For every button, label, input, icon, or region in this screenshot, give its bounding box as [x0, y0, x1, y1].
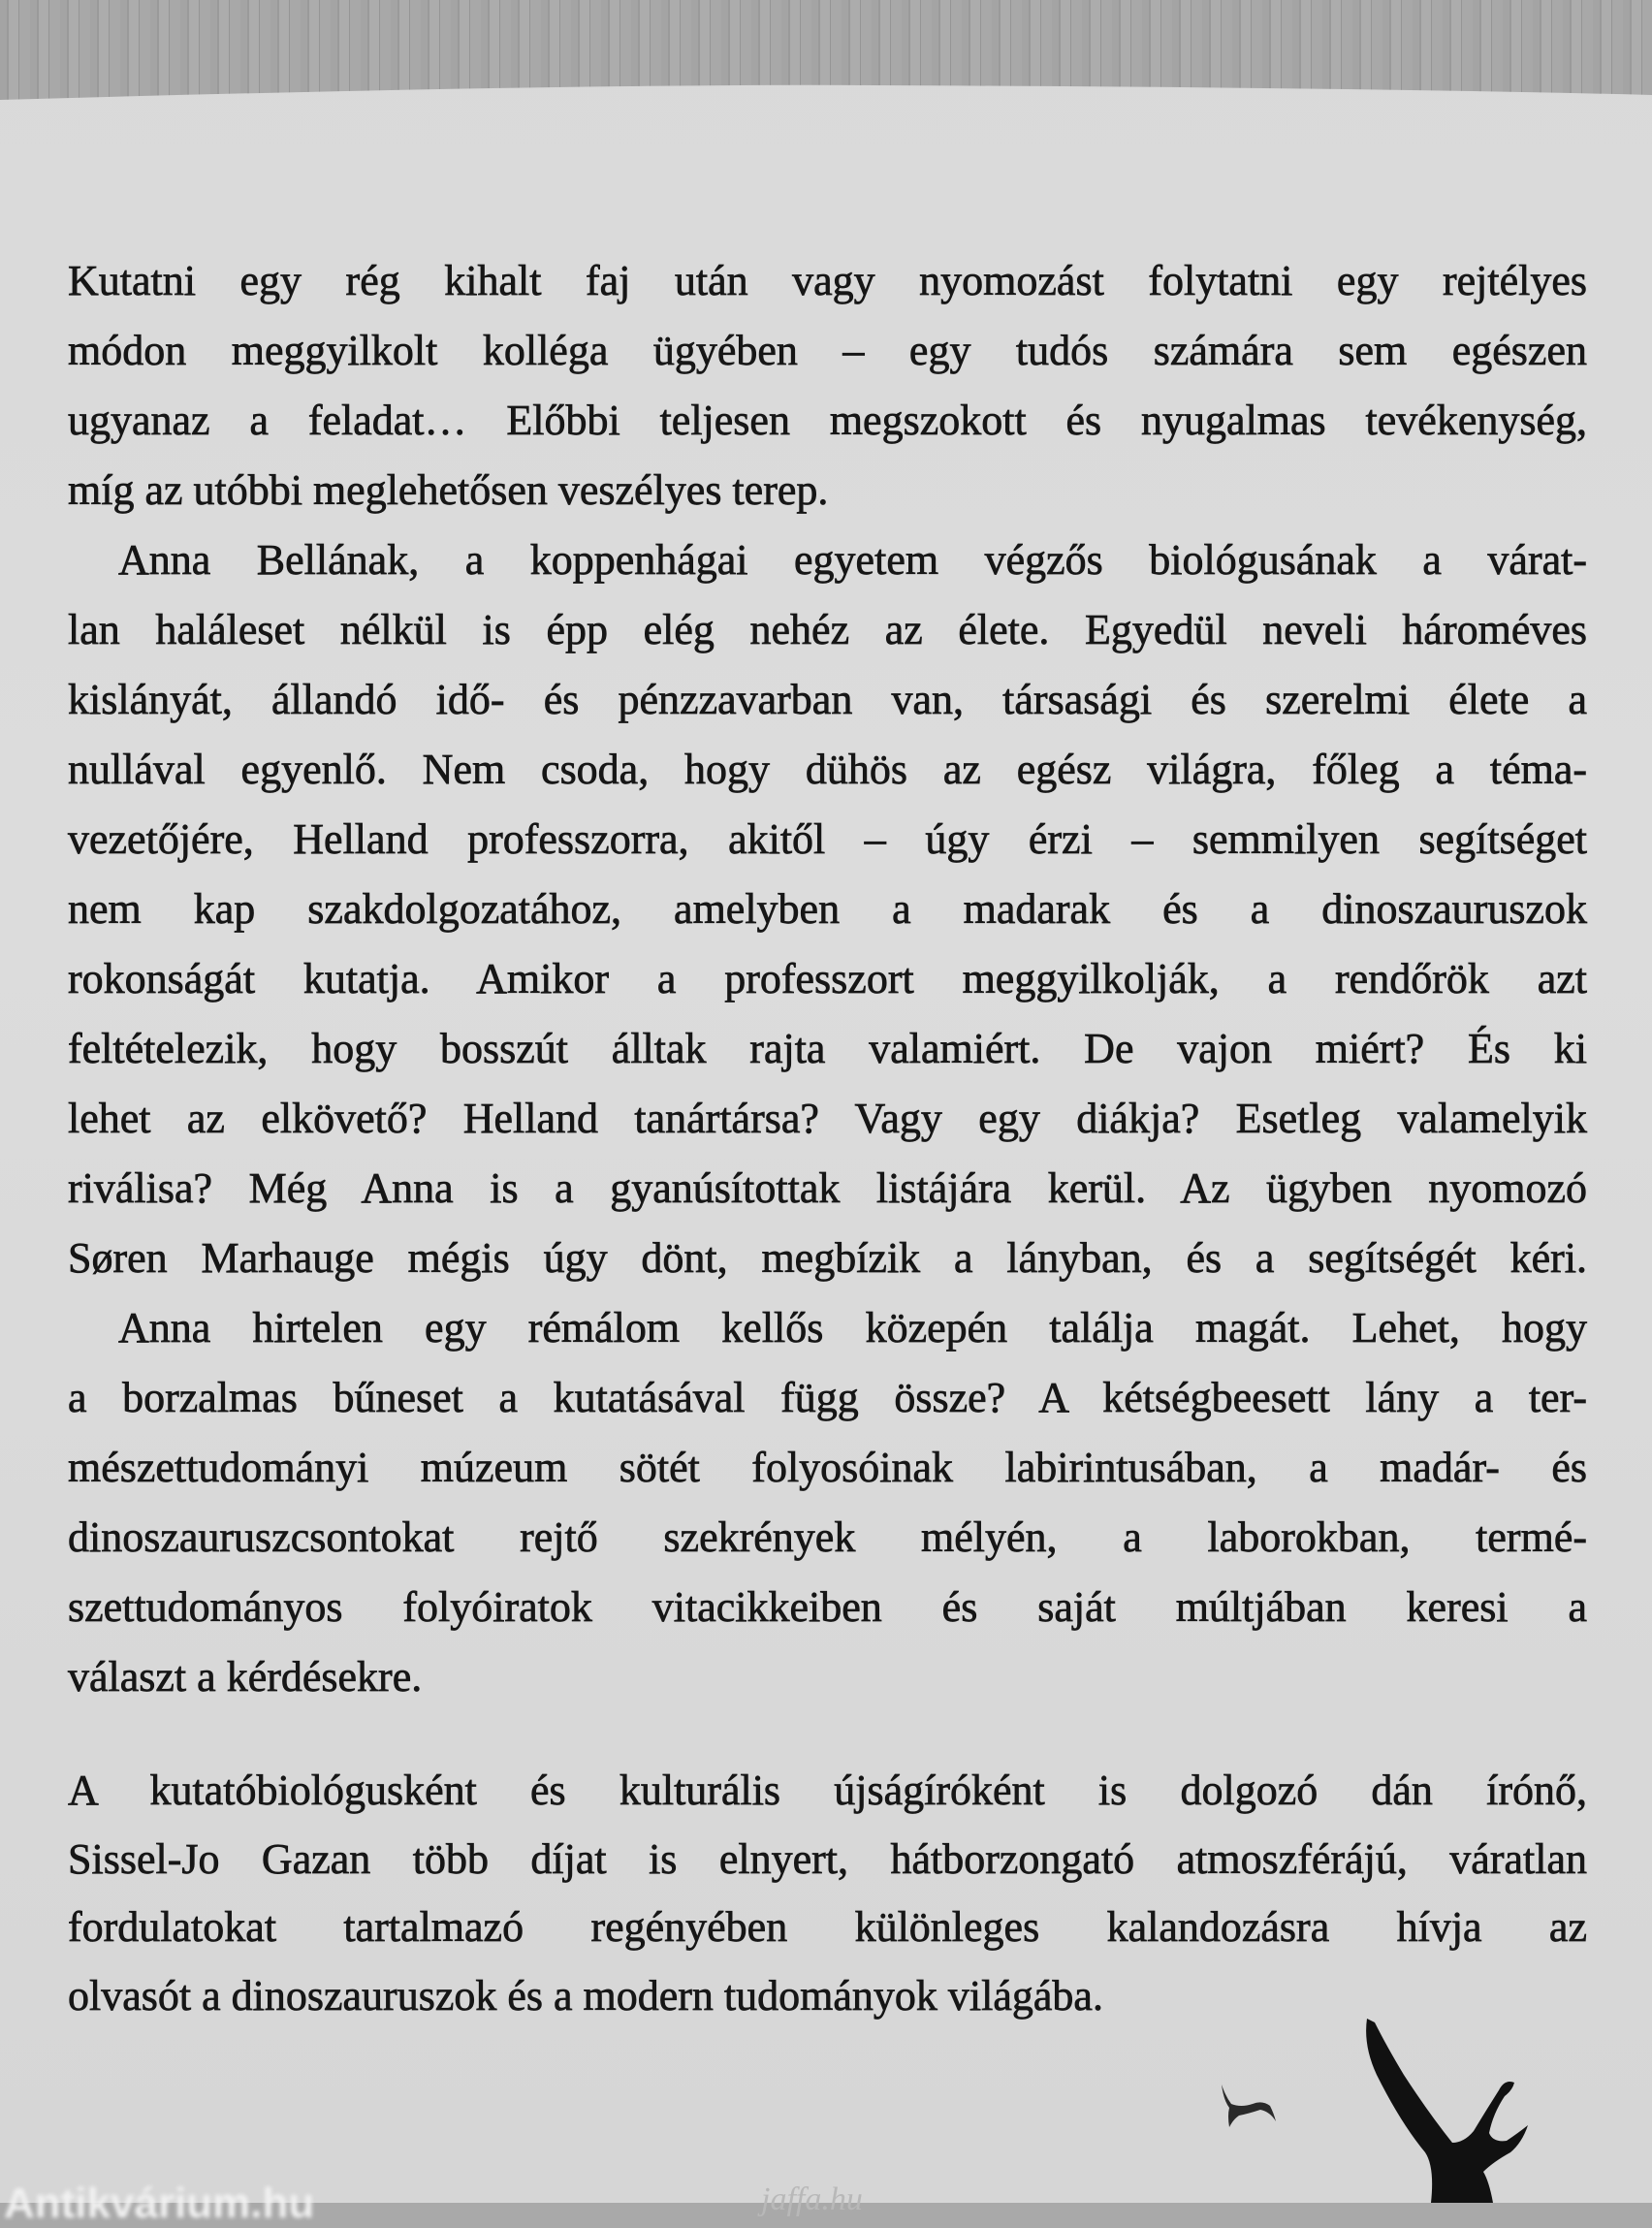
text-line: fordulatokat tartalmazó regényében különleges kalandozásra hívja az: [68, 1903, 1587, 1951]
text-line: kislányát, állandó idő- és pénzzavarban van, társasági és szerelmi élete a: [68, 676, 1587, 723]
watermark: Antikvárium.hu: [4, 2180, 315, 2227]
text-line: riválisa? Még Anna is a gyanúsítottak listájára kerül. Az ügyben nyomozó: [68, 1164, 1587, 1212]
text-line: A kutatóbiológusként és kulturális újságíróként is dolgozó dán írónő,: [68, 1766, 1587, 1814]
large-bird-icon: [1366, 2019, 1528, 2203]
blurb-paragraph-2: [68, 525, 1587, 1293]
text-line: feltételezik, hogy bosszút álltak rajta valamiért. De vajon miért? És ki: [68, 1025, 1587, 1072]
text-line: míg az utóbbi meglehetősen veszélyes terep.: [68, 466, 829, 514]
text-line: Kutatni egy rég kihalt faj után vagy nyomozást folytatni egy rejtélyes: [68, 257, 1587, 304]
publisher-url: jaffa.hu: [761, 2181, 863, 2217]
author-paragraph: [68, 1757, 1587, 2030]
text-line: nem kap szakdolgozatához, amelyben a madarak és a dinoszauruszok: [68, 885, 1587, 933]
text-line: ugyanaz a feladat… Előbbi teljesen megszokott és nyugalmas tevékenység,: [68, 397, 1587, 444]
text-line: Søren Marhauge mégis úgy dönt, megbízik a lányban, és a segítségét kéri.: [68, 1234, 1587, 1282]
text-line: Anna Bellának, a koppenhágai egyetem végzős biológusának a várat-: [118, 536, 1587, 584]
text-line: a borzalmas bűneset a kutatásával függ össze? A kétségbeesett lány a ter-: [68, 1374, 1587, 1421]
text-line: vezetőjére, Helland professzorra, akitől – úgy érzi – semmilyen segítséget: [68, 815, 1587, 863]
text-line: nullával egyenlő. Nem csoda, hogy dühös az egész világra, főleg a téma-: [68, 746, 1587, 793]
text-line: dinoszauruszcsontokat rejtő szekrények mélyén, a laborokban, termé-: [68, 1513, 1587, 1561]
blurb-paragraph-3: [68, 1293, 1587, 1712]
text-line: mészettudományi múzeum sötét folyosóinak labirintusában, a madár- és: [68, 1444, 1587, 1491]
flying-birds-illustration: [1202, 2007, 1648, 2203]
text-line: szettudományos folyóiratok vitacikkeiben és saját múltjában keresi a: [68, 1583, 1587, 1631]
text-line: olvasót a dinoszauruszok és a modern tudományok világába.: [68, 1971, 1103, 2020]
text-line: rokonságát kutatja. Amikor a professzort meggyilkolják, a rendőrök azt: [68, 955, 1587, 1003]
text-line: lehet az elkövető? Helland tanártársa? Vagy egy diákja? Esetleg valamelyik: [68, 1095, 1587, 1142]
text-line: választ a kérdésekre.: [68, 1653, 423, 1701]
text-line: Anna hirtelen egy rémálom kellős közepén találja magát. Lehet, hogy: [118, 1304, 1587, 1352]
text-line: lan haláleset nélkül is épp elég nehéz az élete. Egyedül neveli hároméves: [68, 606, 1587, 653]
text-line: Sissel-Jo Gazan több díjat is elnyert, hátborzongató atmoszférájú, váratlan: [68, 1834, 1587, 1883]
small-bird-icon: [1222, 2085, 1276, 2127]
text-line: módon meggyilkolt kolléga ügyében – egy tudós számára sem egészen: [68, 327, 1587, 374]
blurb-paragraph-1: [68, 246, 1587, 525]
